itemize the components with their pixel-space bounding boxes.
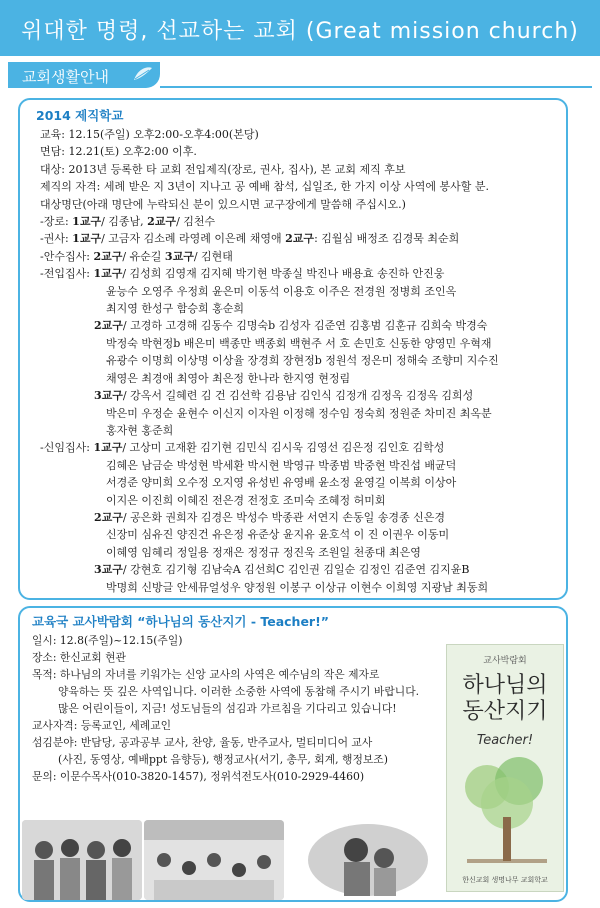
school-box (18, 98, 568, 600)
leaf-icon (132, 66, 154, 82)
elder-line: -장로: 1교구/ 김종남, 2교구/ 김천수 (40, 215, 216, 229)
transfer-deacon-line: 홍자현 홍준희 (106, 423, 174, 437)
new-deacon-list (36, 439, 556, 596)
transfer-deacon-line: 유광수 이명희 이상명 이상율 장경희 장현정b 정원석 정은미 정해숙 조향미 지수진 (106, 354, 499, 368)
transfer-deacon-line: 채영은 최경애 최영아 최은정 한나라 한지영 현정림 (106, 371, 351, 385)
expo-info-line: 양육하는 뜻 깊은 사역입니다. 이러한 소중한 사역에 동참해 주시기 바랍니다. (58, 685, 420, 698)
new-deacon-line: 이혜영 임혜리 정일용 정재은 정정규 정진욱 조원일 천종대 최은영 (106, 545, 421, 559)
page-title: 위대한 명령, 선교하는 교회 (Great mission church) (21, 19, 579, 44)
new-deacon-line: 박명희 신방글 안세뮤얼성우 양정원 이봉구 이상규 이현수 이희영 지광남 최동희 (106, 580, 489, 594)
expo-info-line: 일시: 12.8(주일)~12.15(주일) (32, 634, 183, 647)
new-deacon-line: 이지은 이진희 이혜진 전은경 전정호 조미숙 조혜정 허미회 (106, 493, 386, 507)
school-info-line: 대상명단(아래 명단에 누락되신 분이 있으시면 교구장에게 말씀해 주십시오.) (40, 197, 406, 211)
section-tab (8, 62, 160, 88)
section-rule (160, 86, 592, 88)
transfer-deacon-line: 3교구/ 강옥서 길혜련 김 건 김선학 김용남 김인식 김정개 김정옥 김정옥 김희성 (94, 389, 474, 403)
section-label: 교회생활안내 (22, 68, 109, 86)
poster-bottom-text: 한신교회 생명나무 교회학교 (462, 876, 548, 884)
new-deacon-line: 2교구/ 공은화 권희자 김경은 박성수 박종관 서연지 손동일 송경종 신은경 (94, 510, 445, 524)
expo-info-line: 장소: 한신교회 현관 (32, 651, 126, 664)
new-deacon-line: 서경준 양미희 오수정 오지영 유성빈 유영배 윤소정 윤영길 이복희 이상아 (106, 476, 457, 490)
transfer-deacon-line: 윤능수 오영주 우정희 윤은미 이동석 이용호 이주은 전경원 정병희 조인옥 (106, 284, 457, 298)
transfer-deacon-line: 박은미 우정순 윤현수 이신지 이자원 이정해 정수임 정숙희 정원준 차미진 최옥분 (106, 406, 492, 420)
photo-children-class (144, 820, 284, 900)
photo-teacher-child (288, 820, 438, 896)
new-deacon-line: -신임집사: 1교구/ 고상미 고재환 김기현 김민식 김시욱 김영선 김은정 김인호 김학성 (40, 441, 445, 455)
header-band (0, 0, 600, 56)
school-info-line: 면담: 12.21(토) 오후2:00 이후. (40, 145, 197, 159)
new-deacon-line: 3교구/ 강현호 김기형 김남숙A 김선희C 김인권 김일순 김정인 김준연 김지윤B (94, 563, 470, 577)
transfer-deacon-line: 최지영 한성구 함승희 홍순희 (106, 302, 245, 316)
poster-title: 하나님의 동산지기 (462, 673, 548, 724)
teacher-expo-poster (446, 644, 564, 892)
poster-subtitle: Teacher! (476, 733, 534, 748)
poster-top-text: 교사박람회 (483, 656, 527, 666)
expo-info-line: 목적: 하나님의 자녀를 키워가는 신앙 교사의 사역은 예수님의 작은 제자로 (32, 668, 380, 681)
school-info-line: 교육: 12.15(주일) 오후2:00-오후4:00(본당) (40, 128, 259, 141)
expo-info-line: 문의: 이문수목사(010-3820-1457), 정위석전도사(010-2929-4460) (32, 770, 365, 783)
transfer-deacon-list (36, 265, 556, 439)
school-title: 2014 제직학교 (36, 108, 124, 123)
transfer-deacon-line: 박정숙 박현정b 배은미 백종만 백종회 백현주 서 호 손민호 신동한 양영민 우혁재 (106, 336, 492, 350)
expo-title: 교육국 교사박람회 “하나님의 동산지기 - Teacher!” (32, 614, 330, 629)
expo-info-line: 교사자격: 등록교인, 세례교인 (32, 719, 172, 732)
expo-info-line: 많은 어린이들이, 지금! 성도님들의 섬김과 가르침을 기다리고 있습니다! (58, 702, 397, 715)
expo-info-line: (사진, 동영상, 예배ppt 음향등), 행정교사(서기, 총무, 회계, 행정보조) (58, 753, 388, 766)
expo-box (18, 606, 568, 902)
transfer-deacon-line: -전입집사: 1교구/ 김성희 김영재 김지혜 박기현 박종실 박진나 배용효 송진하 안진웅 (40, 267, 445, 281)
new-deacon-line: 신장미 심유진 양진건 유은정 유준상 윤지유 윤호석 이 진 이권우 이동미 (106, 528, 450, 542)
school-info-line: 대상: 2013년 등록한 타 교회 전입제직(장로, 권사, 집사), 본 교회 제직 후보 (40, 162, 406, 176)
deaconess-line: -권사: 1교구/ 고금자 김소례 라영례 이은례 채영애 2교구: 김월심 배정조 김경묵 최순희 (40, 232, 460, 246)
tree-illustration (457, 757, 555, 867)
new-deacon-line: 김혜은 남금순 박성현 박세환 박시현 박영규 박종범 박중현 박진섭 배균덕 (106, 458, 457, 472)
expo-info-line: 섬김분야: 반담당, 공과공부 교사, 찬양, 율동, 반주교사, 멀티미디어 교사 (32, 736, 373, 749)
photo-teachers-group (22, 820, 142, 900)
school-info-line: 제직의 자격: 세례 받은 지 3년이 지나고 공 예배 참석, 십일조, 한 가지 이상 사역에 봉사할 분. (40, 180, 490, 194)
transfer-deacon-line: 2교구/ 고경하 고경해 김동수 김명숙b 김성자 김준연 김홍범 김훈규 김희숙 박경숙 (94, 319, 488, 333)
school-info (36, 126, 556, 213)
ordained-deacon-line: -안수집사: 2교구/ 유순길 3교구/ 김현태 (40, 249, 233, 263)
